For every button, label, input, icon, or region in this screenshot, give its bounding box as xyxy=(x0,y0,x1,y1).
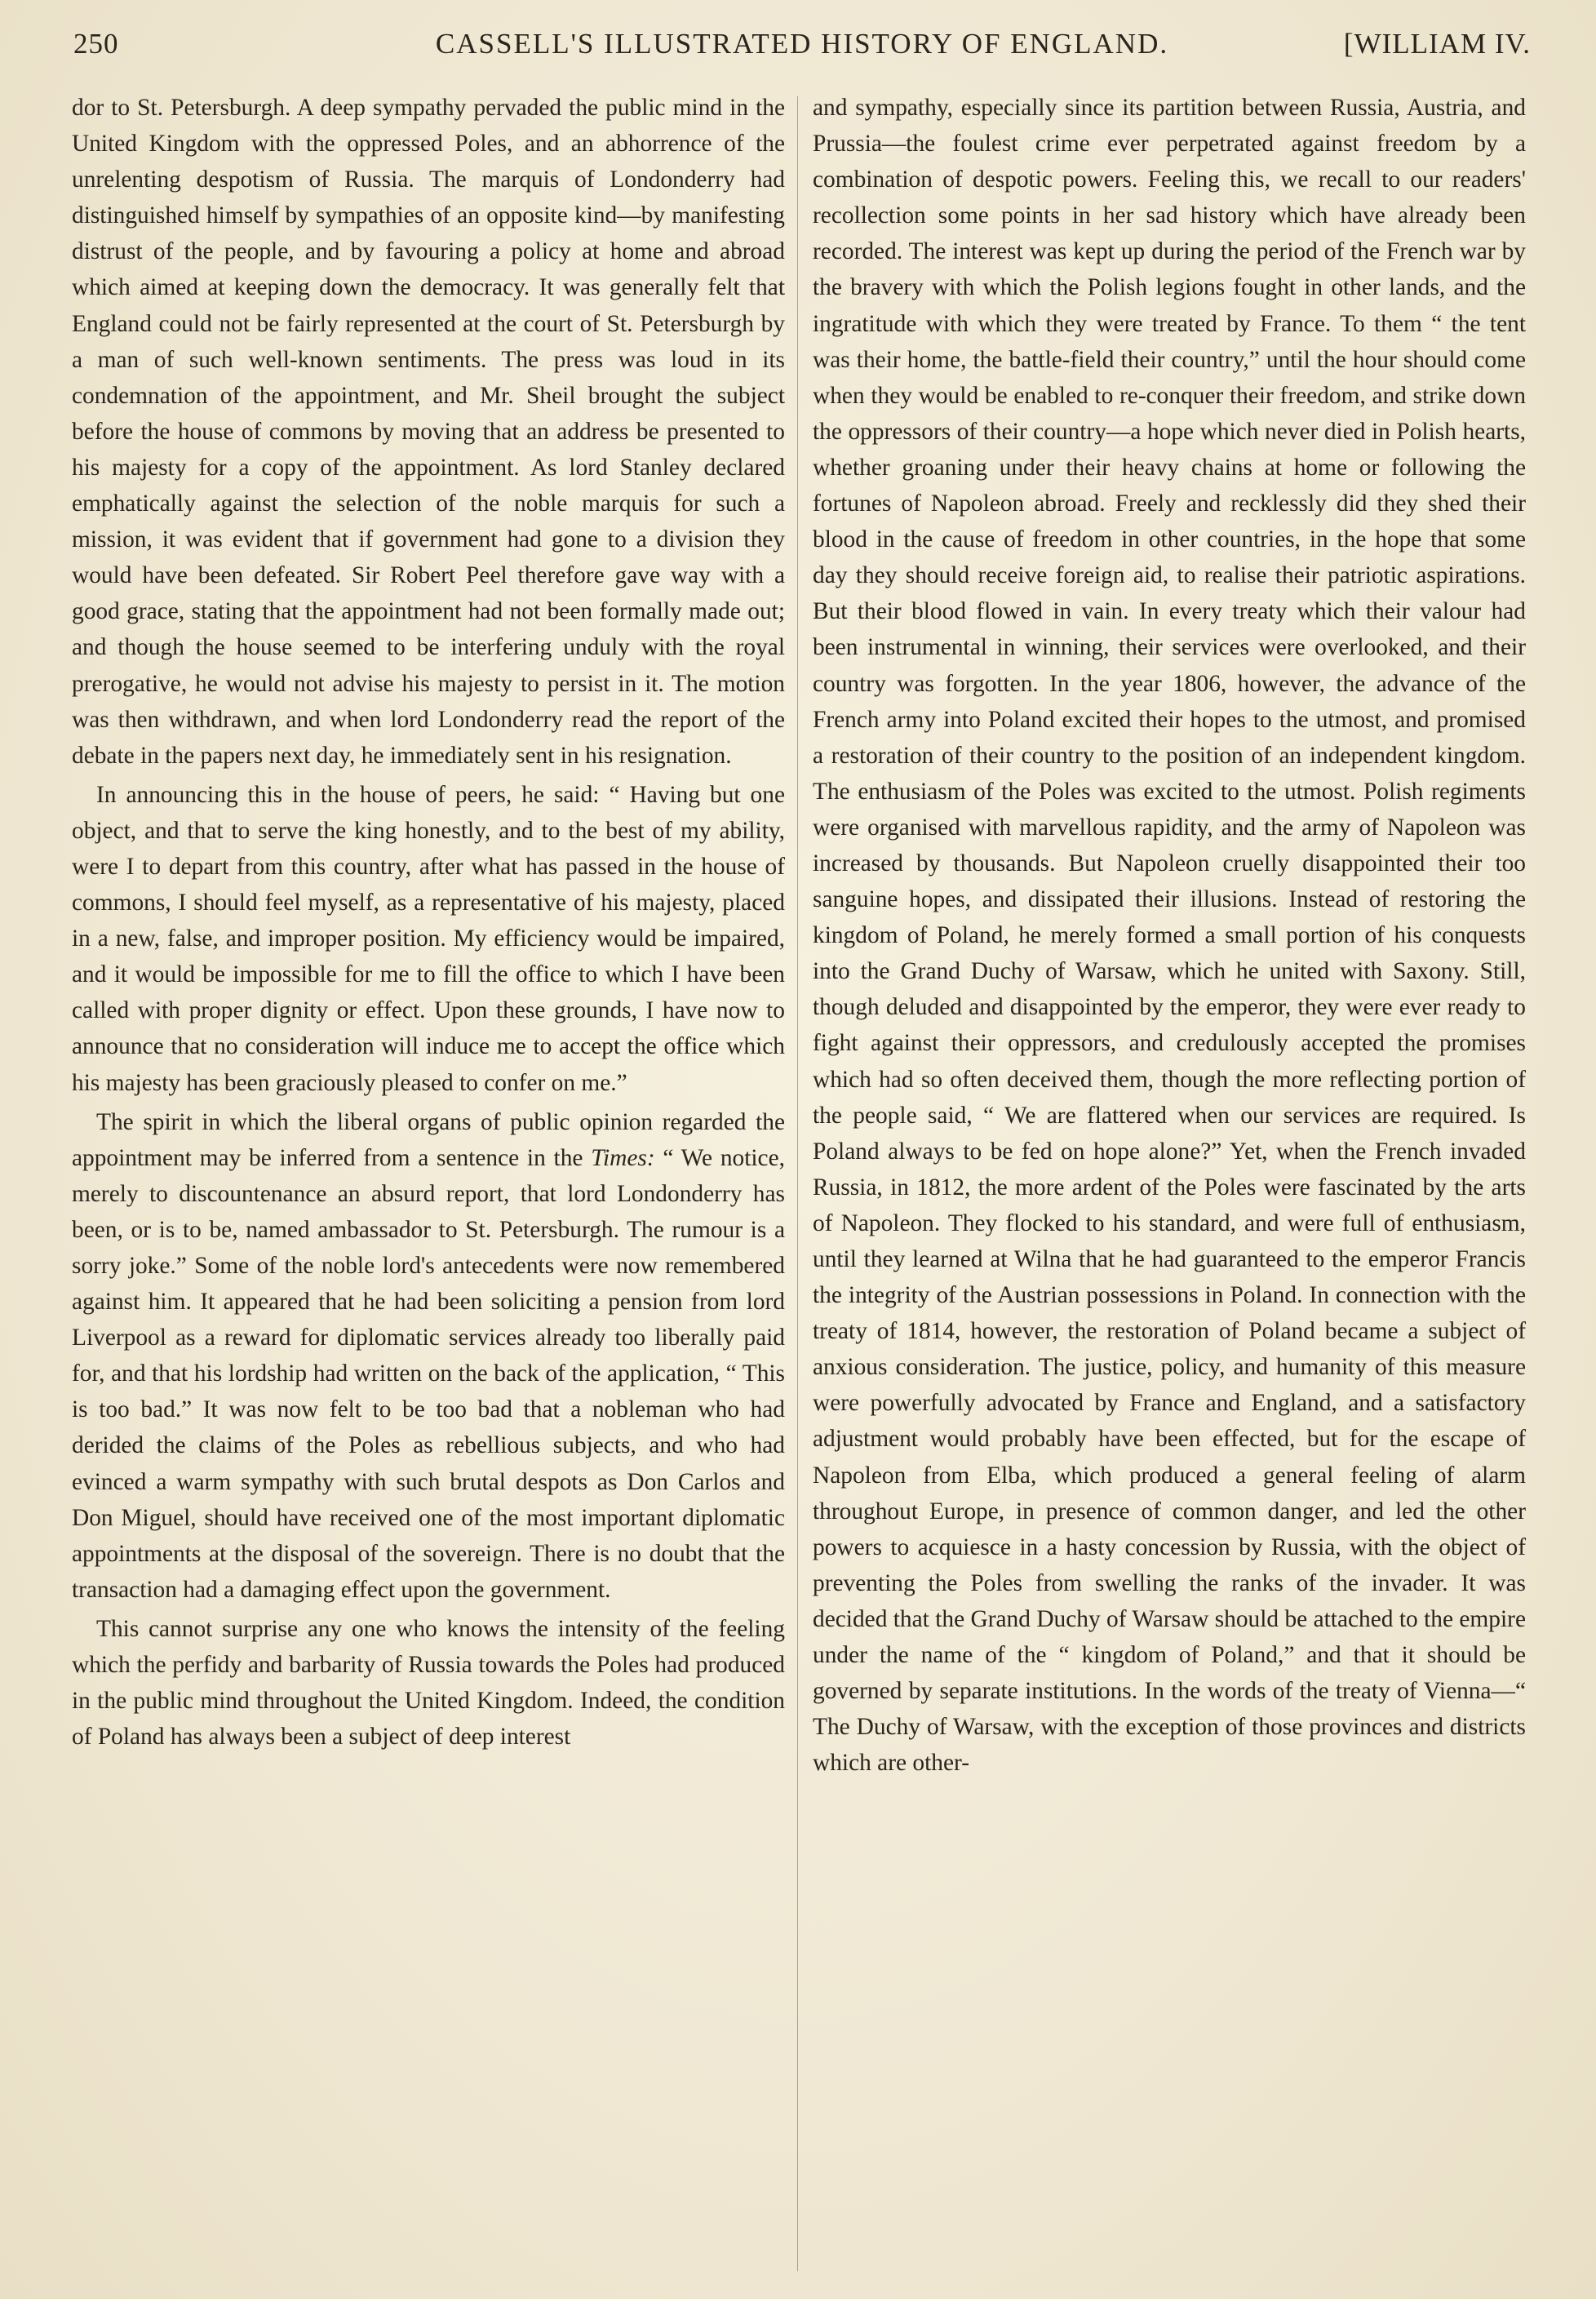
paragraph: dor to St. Petersburgh. A deep sympathy pervaded the public mind in the United Kingdom with the oppressed Poles, and an abhorrence of the unrelenting despotism of Russia. The marquis of Londonderry had distinguished himself by sympathies of an opposite kind—by manifesting distrust of the people, and by favouring a policy at home and abroad which aimed at keeping down the democracy. It was generally felt that England could not be fairly represented at the court of St. Petersburgh by a man of such well-known sentiments. The press was loud in its condemnation of the appointment, and Mr. Sheil brought the subject before the house of commons by moving that an address be presented to his majesty for a copy of the appointment. As lord Stanley declared emphatically against the selection of the noble marquis for such a mission, it was evident that if government had gone to a division they would have been defeated. Sir Robert Peel therefore gave way with a good grace, stating that the appointment had not been formally made out; and though the house seemed to be interfering unduly with the royal prerogative, he would not advise his majesty to persist in it. The motion was then withdrawn, and when lord Londonderry read the report of the debate in the papers next day, he immediately sent in his resignation. xyxy=(72,95,785,769)
paragraph xyxy=(72,1104,785,1608)
left-column xyxy=(72,90,785,1755)
book-title: CASSELL'S ILLUSTRATED HISTORY OF ENGLAND. xyxy=(435,28,1169,60)
paragraph: and sympathy, especially since its partition between Russia, Austria, and Prussia—the foulest crime ever perpetrated against freedom by a combination of despotic powers. Feeling this, we recall to our readers' recollection some points in her sad history which have already been recorded. The interest was kept up during the period of the French war by the bravery with which the Polish legions fought in other lands, and the ingratitude with which they were treated by France. To them “ the tent was their home, the battle-field their country,” until the hour should come when they would be enabled to re-conquer their freedom, and strike down the oppressors of their country—a hope which never died in Polish hearts, whether groaning under their heavy chains at home or following the fortunes of Napoleon abroad. Freely and recklessly did they shed their blood in the cause of freedom in other countries, in the hope that some day they should receive foreign aid, to realise their patriotic aspirations. But their blood flowed in vain. In every treaty which their valour had been instrumental in winning, their services were overlooked, and their country was forgotten. In the year 1806, however, the advance of the French army into Poland excited their hopes to the utmost, and promised a restoration of their country to the position of an independent kingdom. The enthusiasm of the Poles was excited to the utmost. Polish regiments were organised with marvellous rapidity, and the army of Napoleon was increased by thousands. But Napoleon cruelly disappointed their too sanguine hopes, and dissipated their illusions. Instead of restoring the kingdom of Poland, he merely formed a small portion of his conquests into the Grand Duchy of Warsaw, which he united with Saxony. Still, though deluded and disappointed by the emperor, they were ever ready to fight against their oppressors, and credulously accepted the promises which had so often deceived them, though the more reflecting portion of the people said, “ We are flattered when our services are required. Is Poland always to be fed on hope alone?” Yet, when the French invaded Russia, in 1812, the more ardent of the Poles were fascinated by the arts of Napoleon. They flocked to his standard, and were full of enthusiasm, until they learned at Wilna that he had guaranteed to the emperor Francis the integrity of the Austrian possessions in Poland. In connection with the treaty of 1814, however, the restoration of Poland became a subject of anxious consideration. The justice, policy, and humanity of this measure were powerfully advocated by France and England, and a satisfactory adjustment would probably have been effected, but for the escape of Napoleon from Elba, which produced a general feeling of alarm throughout Europe, in presence of common danger, and led the other powers to acquiesce in a hasty concession by Russia, with the object of preventing the Poles from swelling the ranks of the invader. It was decided that the Grand Duchy of Warsaw should be attached to the empire under the name of the “ kingdom of Poland,” and that it should be governed by separate institutions. In the words of the treaty of Vienna—“ The Duchy of Warsaw, with the exception of those provinces and districts which are other- xyxy=(813,95,1526,1777)
text-columns xyxy=(72,90,1541,2277)
reign-label: [WILLIAM IV. xyxy=(1343,28,1531,60)
paragraph: In announcing this in the house of peers, he said: “ Having but one object, and that to serve the king honestly, and to the best of my ability, were I to depart from this country, after what has passed in the house of commons, I should feel myself, as a representative of his majesty, placed in a new, false, and improper position. My efficiency would be impaired, and it would be impossible for me to fill the office to which I have been called with proper dignity or effect. Upon these grounds, I have now to announce that no consideration will induce me to accept the office which his majesty has been graciously pleased to confer on me.” xyxy=(72,781,785,1096)
running-head xyxy=(73,23,1531,72)
text-run: The spirit in which the liberal organs of public opinion regarded the appointment may be inferred from a sentence in the xyxy=(72,1108,785,1171)
text-run: “ We notice, merely to discountenance an absurd report, that lord Londonderry has been, or is to be, named ambassador to St. Petersburgh. The rumour is a sorry joke.” Some of the noble lord's antecedents were now remembered against him. It appeared that he had been soliciting a pension from lord Liverpool as a reward for diplomatic services already too liberally paid for, and that his lordship had written on the back of the application, “ This is too bad.” It was now felt to be too bad that a nobleman who had derided the claims of the Poles as rebellious subjects, and who had evinced a warm sympathy with such brutal despots as Don Carlos and Don Miguel, should have received one of the most important diplomatic appointments at the disposal of the sovereign. There is no doubt that the transaction had a damaging effect upon the government. xyxy=(72,1144,785,1603)
page-number: 250 xyxy=(73,28,119,60)
newspaper-title: Times: xyxy=(591,1144,655,1171)
right-column xyxy=(813,90,1526,1781)
paragraph: This cannot surprise any one who knows the intensity of the feeling which the perfidy and barbarity of Russia towards the Poles had produced in the public mind throughout the United Kingdom. Indeed, the condition of Poland has always been a subject of deep interest xyxy=(72,1615,785,1751)
